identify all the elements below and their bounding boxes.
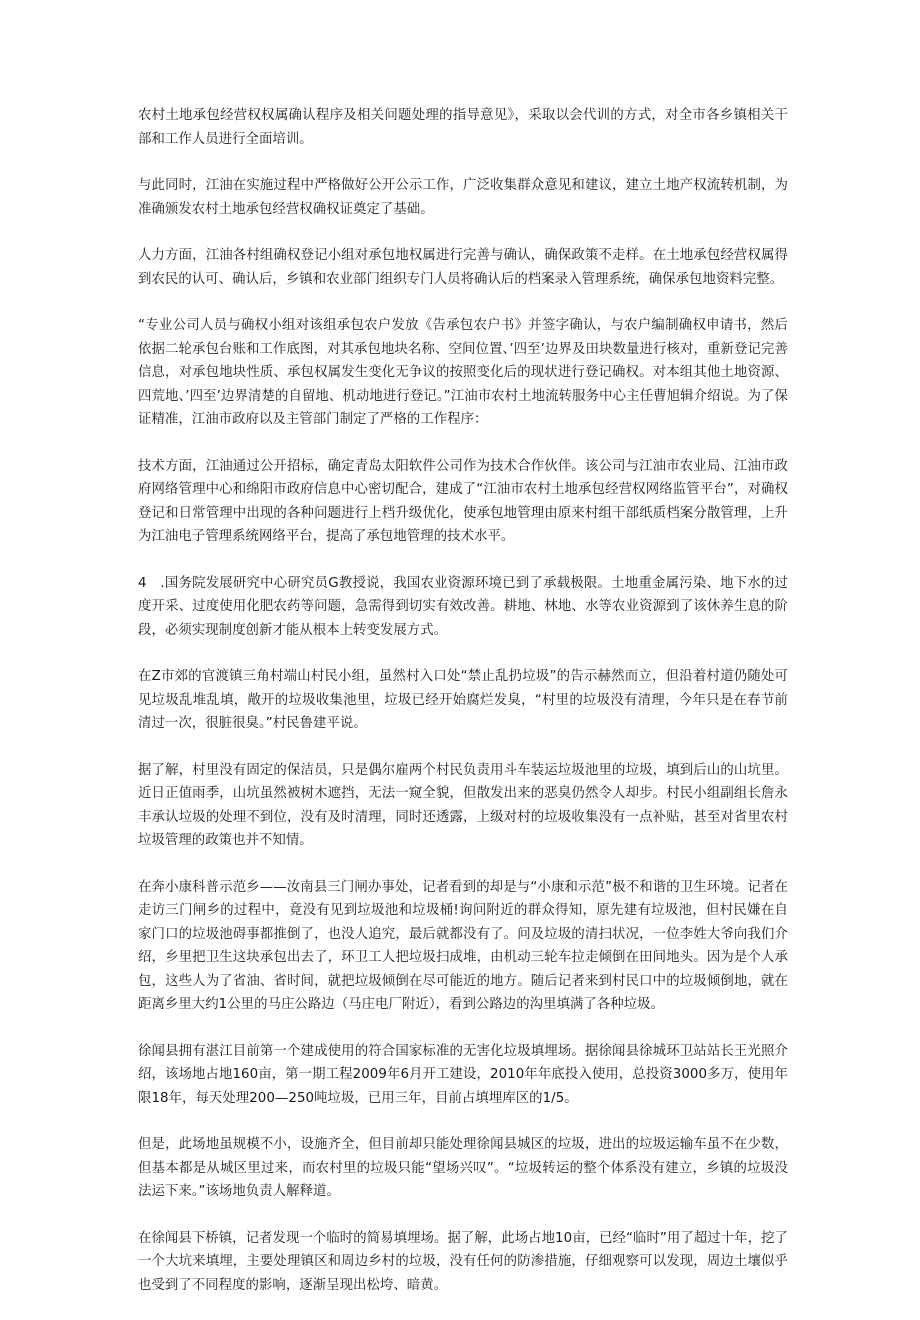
- paragraph: “专业公司人员与确权小组对该组承包农户发放《告承包农户书》并签字确认，与农户编制确权申请书，然后依据二轮承包台账和工作底图，对其承包地块名称、空间位置、’四至’边界及田块数量进行核对，重新登记完善信息，对承包地块性质、承包权属发生变化无争议的按照变化后的现状进行登记确权。对本组其他土地资源、四荒地、’四至’边界清楚的自留地、机动地进行登记。”江油市农村土地流转服务中心主任曹旭辑介绍说。为了保证精准，江油市政府以及主管部门制定了严格的工作程序：: [138, 318, 788, 427]
- paragraph: 在奔小康科普示范乡——汝南县三门闸办事处，记者看到的却是与“小康和示范”极不和谐的卫生环境。记者在走访三门闸乡的过程中，竟没有见到垃圾池和垃圾桶!询问附近的群众得知，原先建有垃圾池，但村民嫌在自家门口的垃圾池碍事都推倒了，也没人追究，最后就都没有了。问及垃圾的清扫状况，一位李姓大爷向我们介绍，乡里把卫生这块承包出去了，环卫工人把垃圾扫成堆，由机动三轮车拉走倾倒在田间地头。因为是个人承包，这些人为了省油、省时间，就把垃圾倾倒在尽可能近的地方。随后记者来到村民口中的垃圾倾倒地，就在距离乡里大约1公里的马庄公路边（马庄电厂附近），看到公路边的沟里填满了各种垃圾。: [138, 879, 788, 1012]
- paragraph: 在徐闻县下桥镇，记者发现一个临时的简易填埋场。据了解，此场占地10亩，已经“临时”用了超过十年，挖了一个大坑来填埋，主要处理镇区和周边乡村的垃圾，没有任何的防渗措施，仔细观察可以发现，周边土壤似乎也受到了不同程度的影响，逐渐呈现出松垮、暗黄。: [138, 1230, 788, 1293]
- paragraph: 人力方面，江油各村组确权登记小组对承包地权属进行完善与确认，确保政策不走样。在土地承包经营权属得到农民的认可、确认后，乡镇和农业部门组织专门人员将确认后的档案录入管理系统，确保承包地资料完整。: [138, 248, 788, 287]
- paragraph: 在Z市郊的官渡镇三角村端山村民小组，虽然村入口处“禁止乱扔垃圾”的告示赫然而立，但沿着村道仍随处可见垃圾乱堆乱填，敞开的垃圾收集池里，垃圾已经开始腐烂发臭，“村里的垃圾没有清理，今年只是在春节前清过一次，很脏很臭。”村民鲁建平说。: [138, 669, 788, 731]
- paragraph: 4 .国务院发展研究中心研究员G教授说，我国农业资源环境已到了承载极限。土地重金属污染、地下水的过度开采、过度使用化肥农药等问题，急需得到切实有效改善。耕地、林地、水等农业资源到了该休养生息的阶段，必须实现制度创新才能从根本上转变发展方式。: [138, 575, 788, 638]
- document-page: [138, 104, 788, 1320]
- paragraph: 农村土地承包经营权权属确认程序及相关问题处理的指导意见》，采取以会代训的方式，对全市各乡镇相关干部和工作人员进行全面培训。: [138, 108, 788, 147]
- paragraph: 据了解，村里没有固定的保洁员，只是偶尔雇两个村民负责用斗车装运垃圾池里的垃圾，填到后山的山坑里。近日正值雨季，山坑虽然被树木遮挡，无法一窥全貌，但散发出来的恶臭仍然令人却步。村民小组副组长詹永丰承认垃圾的处理不到位，没有及时清理，同时还透露，上级对村的垃圾收集没有一点补贴，甚至对省里农村垃圾管理的政策也并不知情。: [138, 762, 788, 848]
- paragraph: 徐闻县拥有湛江目前第一个建成使用的符合国家标准的无害化垃圾填埋场。据徐闻县徐城环卫站站长王光照介绍，该场地占地160亩，第一期工程2009年6月开工建设，2010年年底投入使用，总投资3000多万，使用年限18年，每天处理200—250吨垃圾，已用三年，目前占填埋库区的1/5。: [138, 1043, 788, 1106]
- paragraph: 但是，此场地虽规模不小，设施齐全，但目前却只能处理徐闻县城区的垃圾，进出的垃圾运输车虽不在少数，但基本都是从城区里过来，而农村里的垃圾只能“望场兴叹”。“垃圾转运的整个体系没有建立，乡镇的垃圾没法运下来。”该场地负责人解释道。: [138, 1137, 788, 1199]
- paragraph: 与此同时，江油在实施过程中严格做好公开公示工作，广泛收集群众意见和建议，建立土地产权流转机制，为准确颁发农村土地承包经营权确权证奠定了基础。: [138, 178, 788, 217]
- paragraph: 技术方面，江油通过公开招标，确定青岛太阳软件公司作为技术合作伙伴。该公司与江油市农业局、江油市政府网络管理中心和绵阳市政府信息中心密切配合，建成了“江油市农村土地承包经营权网络监管平台”，对确权登记和日常管理中出现的各种问题进行上档升级优化，使承包地管理由原来村组干部纸质档案分散管理，上升为江油电子管理系统网络平台，提高了承包地管理的技术水平。: [138, 458, 788, 544]
